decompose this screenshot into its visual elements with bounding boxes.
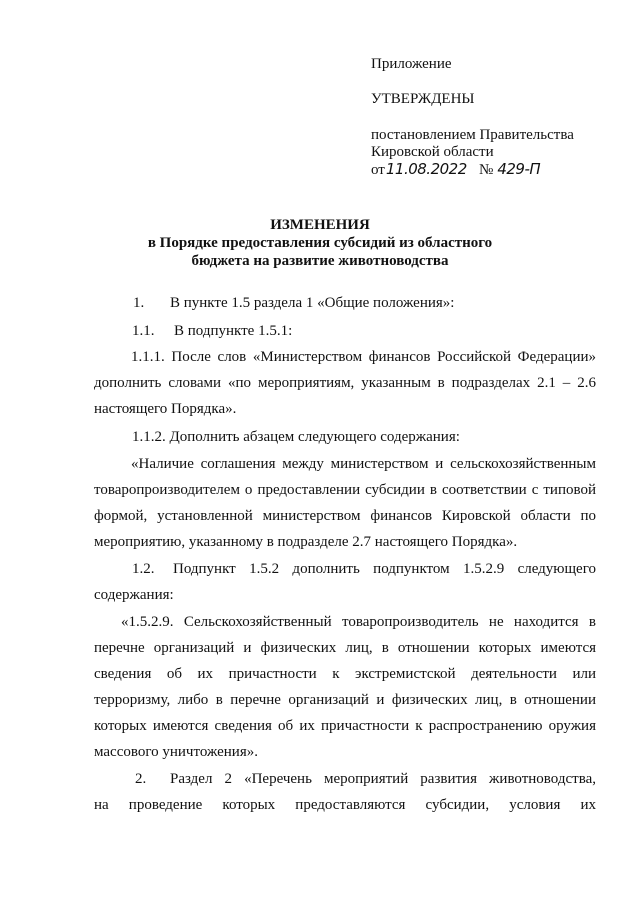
- resolution-block: [371, 127, 574, 179]
- item-2-line-1: Раздел 2 «Перечень мероприятий развития животноводства,: [170, 771, 596, 787]
- quote-2-line-1: «1.5.2.9. Сельскохозяйственный товаропроизводитель не находится в: [121, 614, 596, 630]
- quote-1-line-4: мероприятию, указанному в подразделе 2.7 настоящего Порядка».: [94, 534, 518, 550]
- resolution-number: [479, 161, 540, 179]
- item-1-1-1-line-1: 1.1.1. После слов «Министерством финансов Российской Федерации»: [131, 349, 596, 365]
- handwritten-date: 11.08.2022: [385, 160, 467, 178]
- quote-1-line-1: «Наличие соглашения между министерством и сельскохозяйственным: [131, 456, 596, 472]
- item-1-1-1-line-3: настоящего Порядка».: [94, 401, 237, 417]
- appendix-label: Приложение: [371, 56, 452, 72]
- item-1-2-number: 1.2.: [132, 561, 155, 577]
- handwritten-number: 429-П: [497, 160, 541, 178]
- quote-2-line-4: терроризму, либо в перечне организаций и физических лиц, в отношении: [94, 692, 596, 708]
- document-heading: ИЗМЕНЕНИЯ: [270, 217, 370, 233]
- item-1-1-number: 1.1.: [132, 323, 155, 339]
- item-1-1-text: В подпункте 1.5.1:: [174, 323, 293, 339]
- resolution-date-line: [371, 161, 574, 179]
- resolution-line-1: постановлением Правительства: [371, 127, 574, 143]
- item-1-2-line-2: содержания:: [94, 587, 174, 603]
- item-2-number: 2.: [135, 771, 147, 787]
- item-1-1-2: 1.1.2. Дополнить абзацем следующего содержания:: [132, 429, 460, 445]
- quote-1-line-2: товаропроизводителем о предоставлении субсидии в соответствии с типовой: [94, 482, 596, 498]
- document-subtitle-line-2: бюджета на развитие животноводства: [191, 253, 449, 269]
- number-sign: №: [479, 162, 494, 178]
- approved-label: УТВЕРЖДЕНЫ: [371, 91, 475, 107]
- item-1-1-1-line-2: дополнить словами «по мероприятиям, указанным в подразделах 2.1 – 2.6: [94, 375, 596, 391]
- quote-2-line-6: массового уничтожения».: [94, 744, 258, 760]
- document-subtitle-line-1: в Порядке предоставления субсидий из областного: [147, 235, 493, 251]
- date-prefix: от: [371, 162, 385, 178]
- resolution-line-2: Кировской области: [371, 144, 494, 160]
- quote-1-line-3: формой, установленной министерством финансов Кировской области по: [94, 508, 596, 524]
- item-1-number: 1.: [133, 295, 145, 311]
- item-1-2-line-1: Подпункт 1.5.2 дополнить подпунктом 1.5.2.9 следующего: [173, 561, 596, 577]
- quote-2-line-3: сведения об их причастности к экстремистской деятельности или: [94, 666, 596, 682]
- quote-2-line-5: которых имеются сведения об их причастности к распространению оружия: [94, 718, 596, 734]
- item-2-line-2: на проведение которых предоставляются субсидии, условия их: [94, 797, 596, 813]
- item-1-text: В пункте 1.5 раздела 1 «Общие положения»:: [170, 295, 455, 311]
- quote-2-line-2: перечне организаций и физических лиц, в отношении которых имеются: [94, 640, 596, 656]
